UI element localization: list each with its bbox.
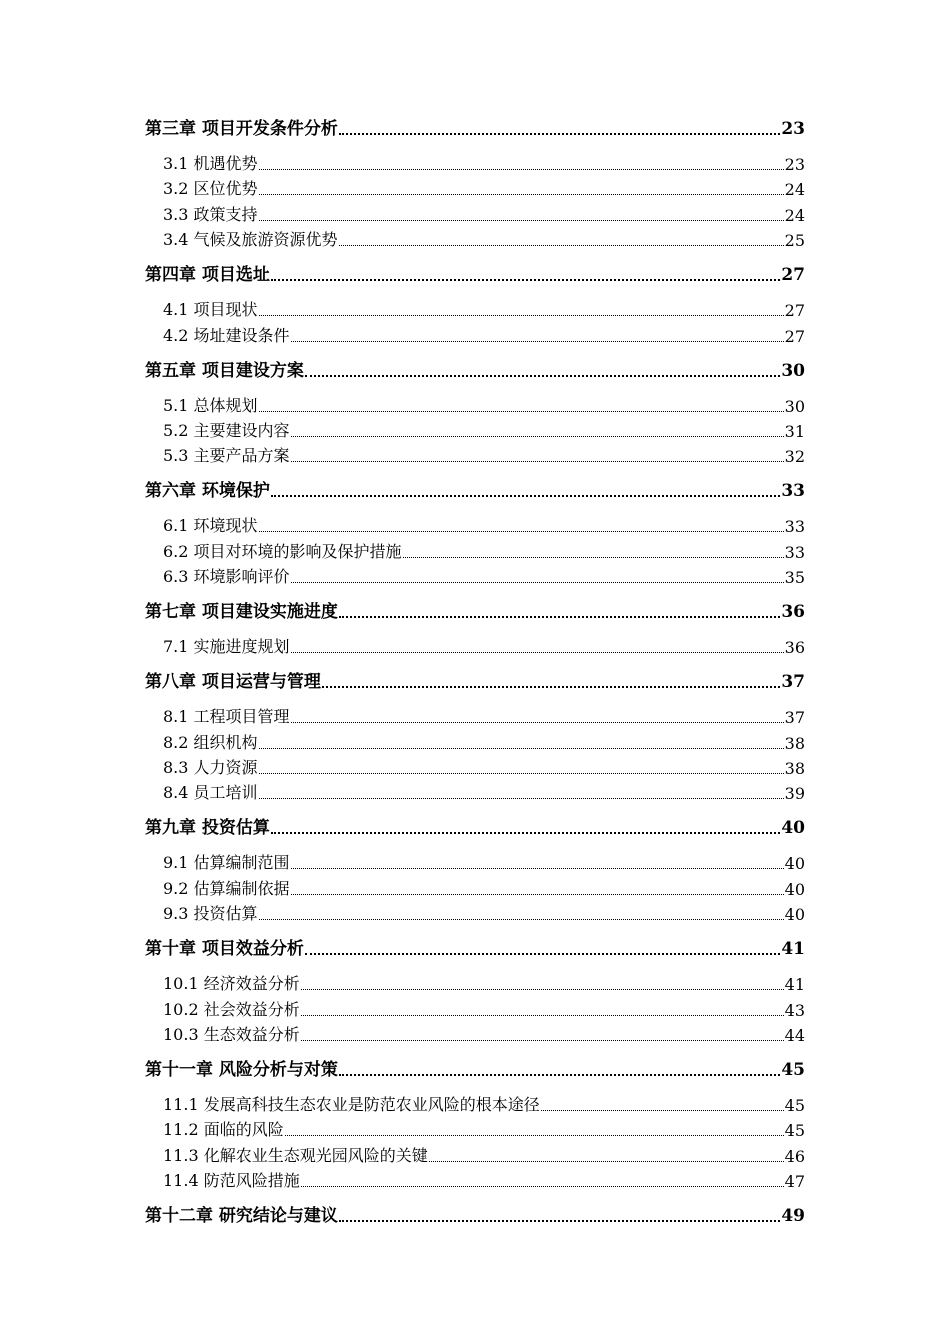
toc-section-entry[interactable]: [145, 442, 805, 466]
toc-entry-page-number: 32: [784, 447, 805, 467]
dot-leader: [301, 1185, 784, 1187]
dot-leader: [339, 244, 784, 246]
toc-section-entry[interactable]: [145, 150, 805, 174]
toc-entry-page-number: 45: [784, 1121, 805, 1141]
toc-section-entry[interactable]: [145, 1091, 805, 1115]
toc-chapter-entry[interactable]: [145, 261, 805, 285]
dot-leader: [291, 651, 784, 653]
toc-section-entry[interactable]: [145, 900, 805, 924]
toc-chapter-entry[interactable]: [145, 935, 805, 959]
toc-section-entry[interactable]: [145, 779, 805, 803]
toc-section-entry[interactable]: [145, 175, 805, 199]
toc-entry-label: 4.2 场址建设条件: [163, 325, 290, 345]
toc-entry-label: 3.3 政策支持: [163, 204, 258, 224]
dot-leader: [301, 988, 784, 990]
toc-entry-page-number: 38: [784, 759, 805, 778]
toc-entry-page-number: 37: [784, 708, 805, 728]
toc-entry-label: 第六章 环境保护: [145, 481, 270, 502]
toc-entry-page-number: 46: [784, 1146, 805, 1166]
dot-leader: [291, 581, 784, 583]
toc-entry-page-number: 27: [781, 265, 805, 286]
toc-section-entry[interactable]: [145, 1142, 805, 1166]
toc-entry-label: 10.1 经济效益分析: [163, 974, 300, 994]
toc-entry-page-number: 23: [781, 119, 805, 139]
dot-leader: [271, 831, 780, 834]
toc-section-entry[interactable]: [145, 633, 805, 657]
toc-entry-page-number: 36: [781, 602, 805, 623]
toc-entry-page-number: 43: [784, 1000, 805, 1020]
toc-entry-label: 第七章 项目建设实施进度: [145, 602, 338, 623]
toc-entry-page-number: 37: [781, 672, 805, 693]
toc-entry-label: 第八章 项目运营与管理: [145, 672, 321, 693]
toc-section-entry[interactable]: [145, 996, 805, 1020]
toc-entry-label: 3.2 区位优势: [163, 179, 258, 199]
toc-entry-page-number: 31: [784, 422, 805, 441]
toc-entry-page-number: 24: [784, 180, 805, 200]
toc-entry-page-number: 38: [784, 733, 805, 753]
dot-leader: [322, 685, 780, 688]
toc-entry-label: 9.1 估算编制范围: [163, 853, 290, 873]
dot-leader: [301, 1014, 784, 1016]
toc-entry-label: 8.1 工程项目管理: [163, 707, 290, 727]
toc-entry-label: 5.2 主要建设内容: [163, 421, 290, 440]
toc-section-entry[interactable]: [145, 970, 805, 994]
toc-entry-page-number: 33: [781, 481, 805, 502]
toc-entry-label: 6.2 项目对环境的影响及保护措施: [163, 541, 402, 561]
toc-section-entry[interactable]: [145, 512, 805, 536]
toc-entry-label: 第四章 项目选址: [145, 265, 270, 286]
dot-leader: [259, 314, 784, 316]
toc-chapter-entry[interactable]: [145, 115, 805, 139]
toc-entry-page-number: 33: [784, 542, 805, 562]
toc-entry-page-number: 40: [781, 818, 805, 839]
dot-leader: [259, 193, 784, 195]
toc-chapter-entry[interactable]: [145, 1056, 805, 1080]
toc-entry-page-number: 25: [784, 231, 805, 251]
toc-entry-label: 第十一章 风险分析与对策: [145, 1060, 338, 1080]
dot-leader: [259, 772, 784, 774]
toc-entry-page-number: 27: [784, 326, 805, 346]
toc-section-entry[interactable]: [145, 296, 805, 320]
toc-chapter-entry[interactable]: [145, 668, 805, 692]
toc-entry-label: 6.3 环境影响评价: [163, 567, 290, 587]
toc-entry-page-number: 47: [784, 1172, 805, 1192]
toc-entry-page-number: 36: [784, 638, 805, 658]
dot-leader: [339, 132, 780, 135]
toc-entry-page-number: 30: [784, 396, 805, 416]
dot-leader: [291, 460, 784, 462]
dot-leader: [259, 219, 784, 221]
toc-entry-page-number: 30: [781, 360, 805, 381]
toc-entry-label: 第十二章 研究结论与建议: [145, 1206, 338, 1227]
toc-entry-page-number: 45: [784, 1096, 805, 1115]
toc-entry-page-number: 40: [784, 879, 805, 899]
dot-leader: [259, 797, 784, 799]
toc-entry-page-number: 27: [784, 301, 805, 321]
toc-entry-page-number: 23: [784, 155, 805, 174]
toc-section-entry[interactable]: [145, 392, 805, 416]
toc-section-entry[interactable]: [145, 754, 805, 778]
dot-leader: [291, 435, 784, 437]
toc-entry-page-number: 39: [784, 784, 805, 804]
toc-entry-page-number: 49: [781, 1206, 805, 1227]
toc-entry-label: 11.4 防范风险措施: [163, 1171, 300, 1191]
toc-section-entry[interactable]: [145, 1116, 805, 1140]
toc-entry-label: 8.4 员工培训: [163, 783, 258, 803]
dot-leader: [259, 410, 784, 412]
toc-chapter-entry[interactable]: [145, 598, 805, 622]
toc-entry-page-number: 41: [781, 939, 805, 960]
toc-section-entry[interactable]: [145, 417, 805, 441]
toc-entry-label: 第十章 项目效益分析: [145, 939, 304, 960]
dot-leader: [271, 278, 780, 281]
toc-chapter-entry[interactable]: [145, 357, 805, 381]
toc-entry-label: 11.2 面临的风险: [163, 1120, 284, 1140]
toc-section-entry[interactable]: [145, 703, 805, 727]
toc-section-entry[interactable]: [145, 563, 805, 587]
toc-entry-label: 11.3 化解农业生态观光园风险的关键: [163, 1145, 428, 1165]
dot-leader: [305, 952, 780, 955]
dot-leader: [259, 530, 784, 532]
toc-chapter-entry[interactable]: [145, 814, 805, 838]
toc-section-entry[interactable]: [145, 1167, 805, 1191]
toc-entry-label: 第三章 项目开发条件分析: [145, 119, 338, 139]
toc-section-entry[interactable]: [145, 875, 805, 899]
dot-leader: [541, 1109, 784, 1111]
toc-entry-label: 11.1 发展高科技生态农业是防范农业风险的根本途径: [163, 1095, 540, 1114]
dot-leader: [259, 747, 784, 749]
toc-entry-label: 7.1 实施进度规划: [163, 637, 290, 657]
toc-entry-label: 8.3 人力资源: [163, 758, 258, 777]
toc-section-entry[interactable]: [145, 538, 805, 562]
toc-entry-label: 10.3 生态效益分析: [163, 1025, 300, 1044]
toc-entry-page-number: 44: [784, 1026, 805, 1045]
toc-entry-page-number: 40: [784, 905, 805, 925]
toc-entry-label: 4.1 项目现状: [163, 300, 258, 320]
toc-entry-page-number: 45: [781, 1060, 805, 1080]
dot-leader: [339, 1073, 780, 1076]
toc-entry-label: 9.2 估算编制依据: [163, 878, 290, 898]
dot-leader: [259, 168, 784, 170]
dot-leader: [291, 721, 784, 723]
toc-entry-label: 第九章 投资估算: [145, 818, 270, 839]
toc-section-entry[interactable]: [145, 849, 805, 873]
toc-entry-label: 5.1 总体规划: [163, 395, 258, 415]
toc-entry-label: 第五章 项目建设方案: [145, 360, 304, 381]
toc-chapter-entry[interactable]: [145, 477, 805, 501]
toc-entry-label: 3.4 气候及旅游资源优势: [163, 230, 338, 250]
dot-leader: [291, 867, 784, 869]
toc-entry-label: 6.1 环境现状: [163, 516, 258, 536]
toc-section-entry[interactable]: [145, 201, 805, 225]
dot-leader: [291, 893, 784, 895]
toc-section-entry[interactable]: [145, 1021, 805, 1045]
toc-section-entry[interactable]: [145, 226, 805, 250]
dot-leader: [339, 615, 780, 618]
toc-entry-page-number: 33: [784, 517, 805, 537]
toc-entry-label: 8.2 组织机构: [163, 732, 258, 752]
dot-leader: [285, 1134, 784, 1136]
toc-entry-page-number: 24: [784, 205, 805, 225]
toc-entry-label: 5.3 主要产品方案: [163, 446, 290, 466]
dot-leader: [305, 374, 780, 377]
toc-entry-label: 9.3 投资估算: [163, 904, 258, 924]
toc-entry-page-number: 41: [784, 975, 805, 995]
toc-entry-label: 10.2 社会效益分析: [163, 999, 300, 1019]
toc-section-entry[interactable]: [145, 322, 805, 346]
toc-entry-page-number: 35: [784, 568, 805, 588]
toc-section-entry[interactable]: [145, 729, 805, 753]
dot-leader: [259, 918, 784, 920]
dot-leader: [291, 340, 784, 342]
toc-entry-label: 3.1 机遇优势: [163, 154, 258, 173]
dot-leader: [339, 1219, 780, 1222]
dot-leader: [403, 556, 784, 558]
dot-leader: [429, 1160, 784, 1162]
toc-chapter-entry[interactable]: [145, 1202, 805, 1226]
dot-leader: [271, 494, 780, 497]
toc-entry-page-number: 40: [784, 854, 805, 874]
dot-leader: [301, 1039, 784, 1041]
